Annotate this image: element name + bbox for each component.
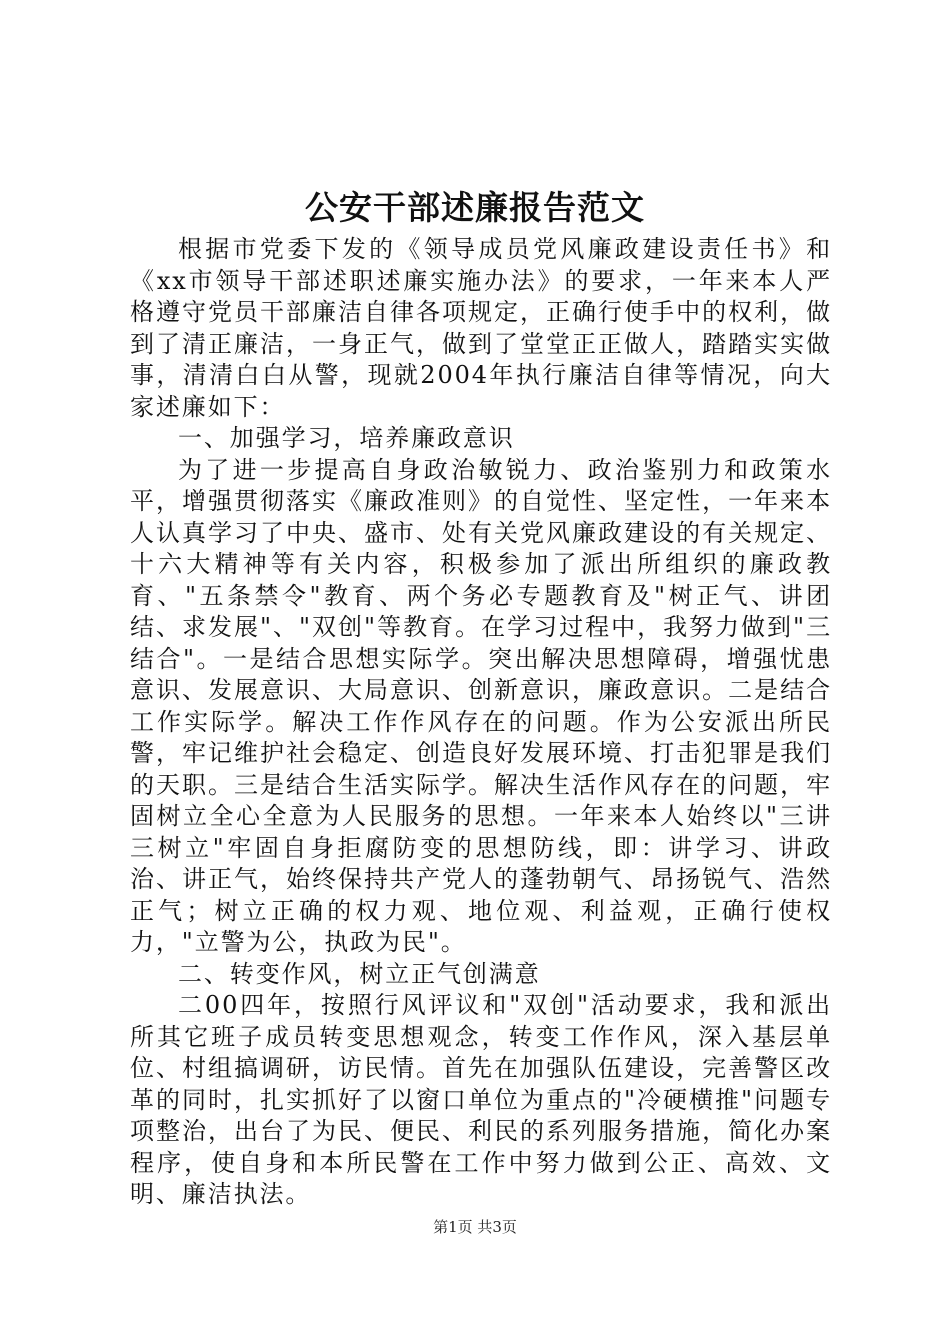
document-title: 公安干部述廉报告范文 xyxy=(305,188,645,227)
intro-paragraph: 根据市党委下发的《领导成员党风廉政建设责任书》和《xx市领导干部述职述廉实施办法》的要求，一年来本人严格遵守党员干部廉洁自律各项规定，正确行使手中的权利，做到了清正廉洁，一身正气，做到了堂堂正正做人，踏踏实实做事，清清白白从警，现就2004年执行廉洁自律等情况，向大家述廉如下： xyxy=(130,235,832,421)
section-1-paragraph: 为了进一步提高自身政治敏锐力、政治鉴别力和政策水平，增强贯彻落实《廉政准则》的自觉性、坚定性，一年来本人认真学习了中央、盛市、处有关党风廉政建设的有关规定、十六大精神等有关内容，积极参加了派出所组织的廉政教育、"五条禁令"教育、两个务必专题教育及"树正气、讲团结、求发展"、"双创"等教育。在学习过程中，我努力做到"三结合"。一是结合思想实际学。突出解决思想障碍，增强忧患意识、发展意识、大局意识、创新意识，廉政意识。二是结合工作实际学。解决工作作风存在的问题。作为公安派出所民警，牢记维护社会稳定、创造良好发展环境、打击犯罪是我们的天职。三是结合生活实际学。解决生活作风存在的问题，牢固树立全心全意为人民服务的思想。一年来本人始终以"三讲三树立"牢固自身拒腐防变的思想防线，即：讲学习、讲政治、讲正气，始终保持共产党人的蓬勃朝气、昂扬锐气、浩然正气；树立正确的权力观、地位观、利益观，正确行使权力，"立警为公，执政为民"。 xyxy=(130,455,832,956)
page-number-footer: 第1页 共3页 xyxy=(433,1218,517,1236)
document-body xyxy=(130,234,832,1211)
section-2-paragraph: 二00四年，按照行风评议和"双创"活动要求，我和派出所其它班子成员转变思想观念，转变工作作风，深入基层单位、村组搞调研，访民情。首先在加强队伍建设，完善警区改革的同时，扎实抓好了以窗口单位为重点的"冷硬横推"问题专项整治，出台了为民、便民、利民的系列服务措施，简化办案程序，使自身和本所民警在工作中努力做到公正、高效、文明、廉洁执法。 xyxy=(130,991,832,1208)
section-heading-2: 二、转变作风，树立正气创满意 xyxy=(178,959,541,988)
section-heading-1: 一、加强学习，培养廉政意识 xyxy=(178,424,515,452)
